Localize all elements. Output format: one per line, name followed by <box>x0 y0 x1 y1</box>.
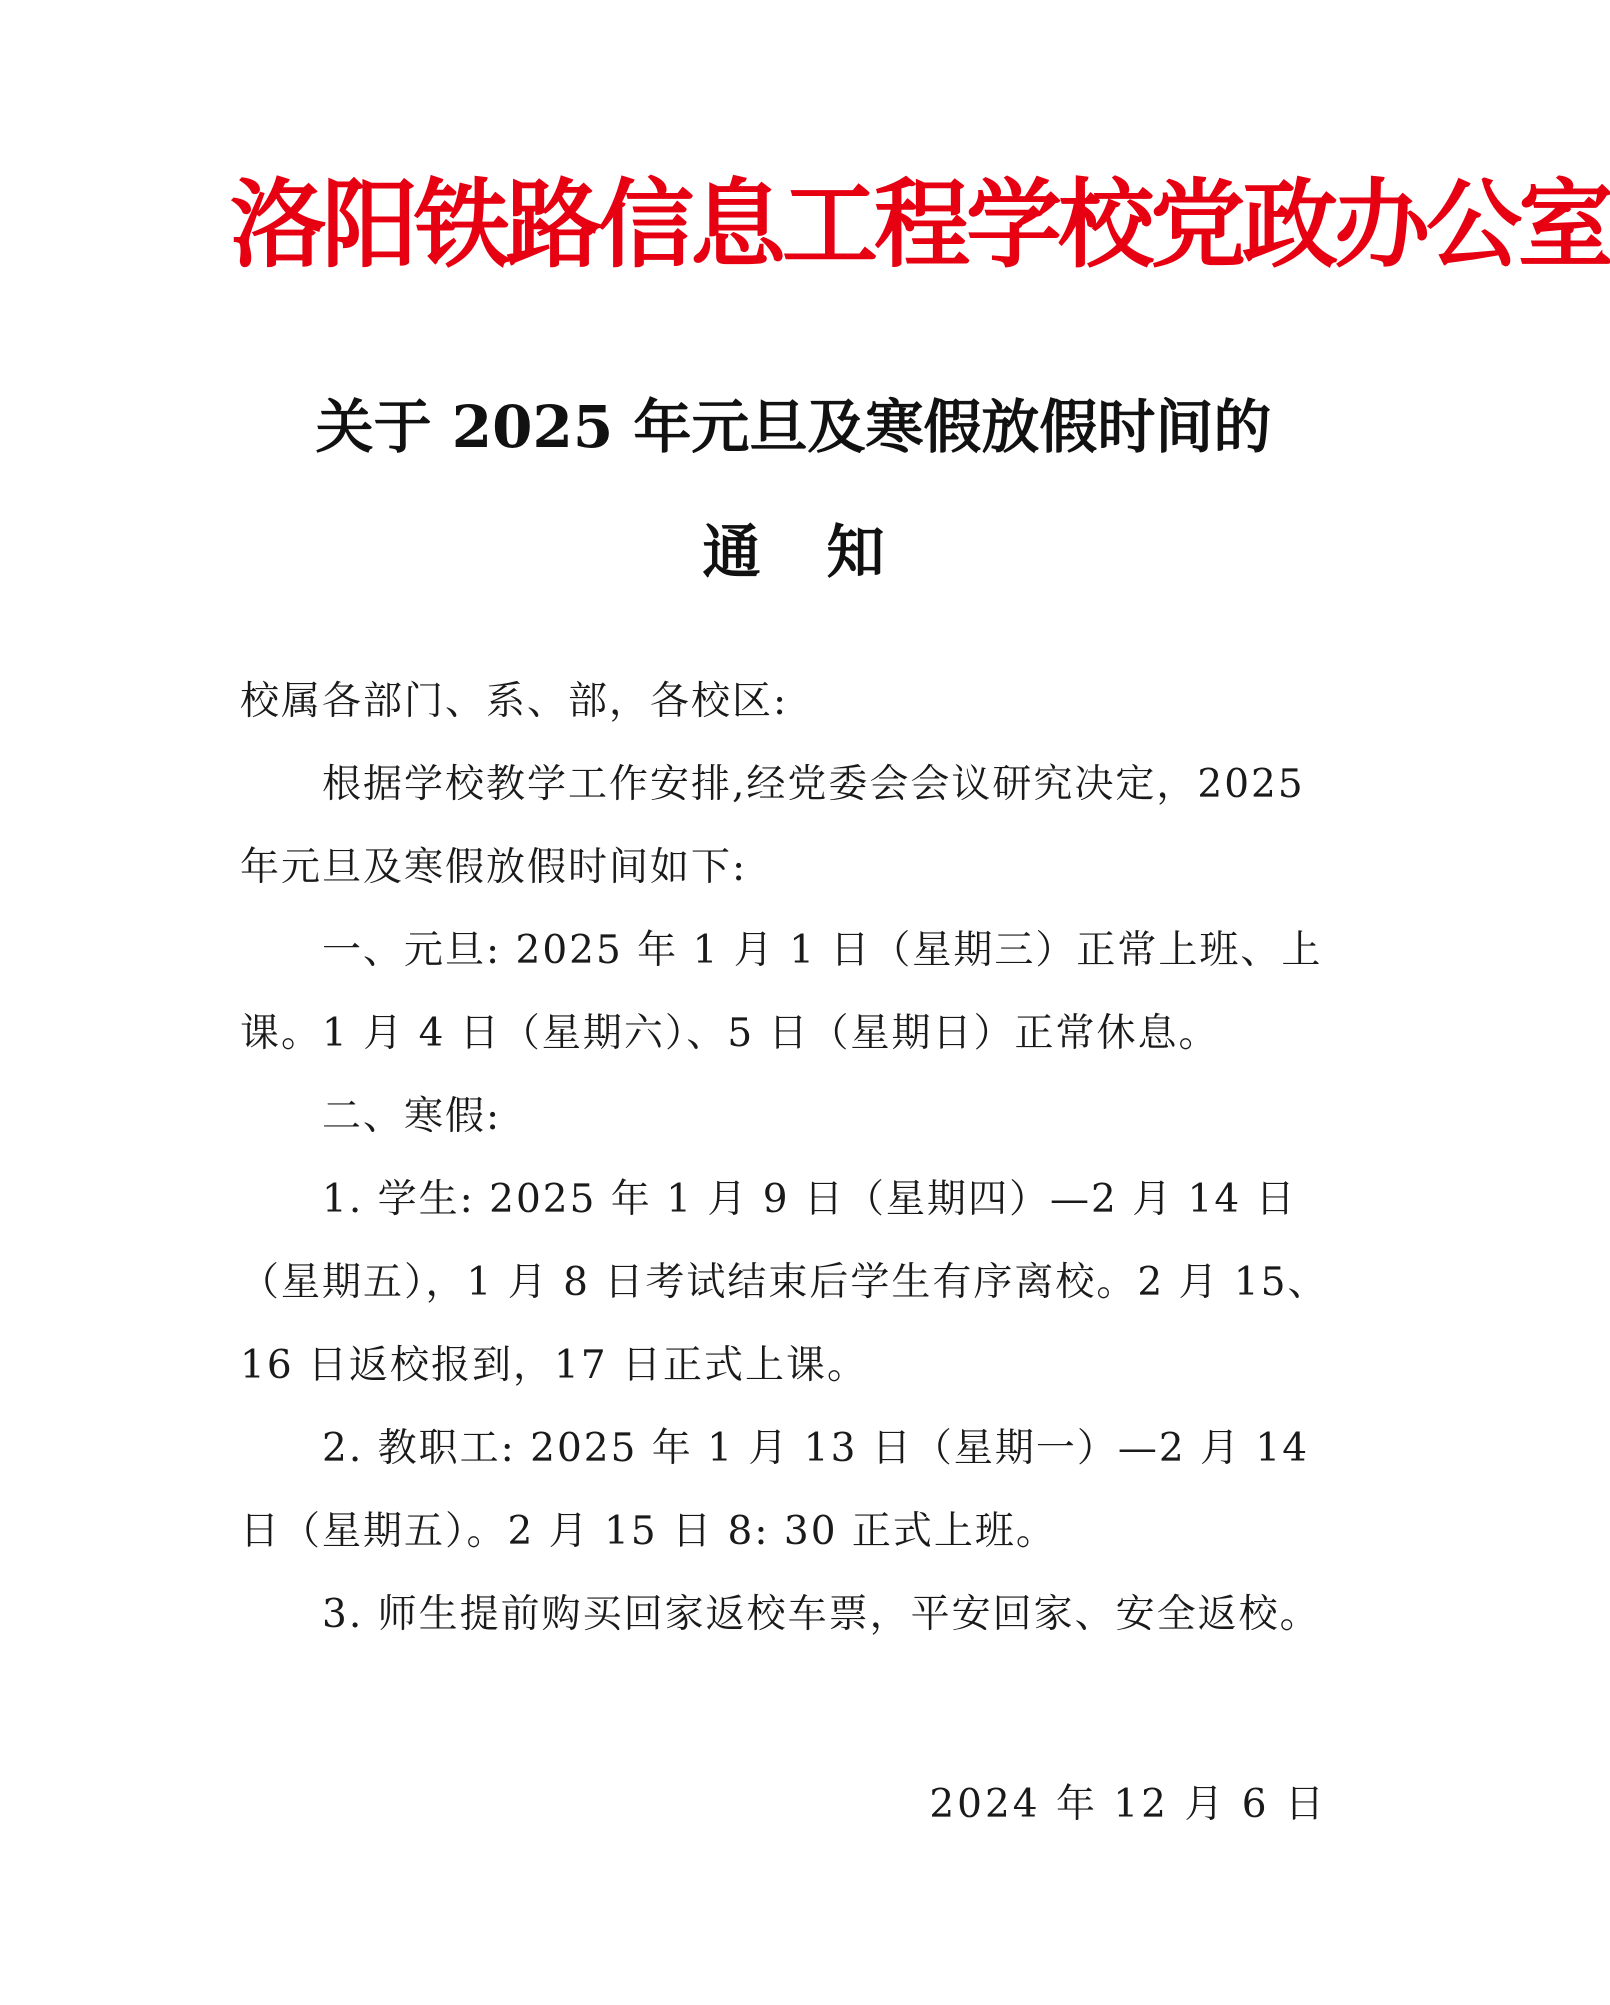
winter-break-heading: 二、寒假: <box>322 1094 502 1139</box>
letterhead: 洛阳铁路信息工程学校党政办公室 <box>230 169 1610 281</box>
issue-date: 2024 年 12 月 6 日 <box>929 1782 1327 1827</box>
new-year-paragraph: 一、元旦: 2025 年 1 月 1 日（星期三）正常上班、上课。1 月 4 日（星期六）、5 日（星期日）正常休息。 <box>240 928 1323 1056</box>
notice-body <box>240 743 1340 1656</box>
intro-paragraph: 根据学校教学工作安排,经党委会会议研究决定，2025 年元旦及寒假放假时间如下: <box>240 762 1305 890</box>
students-paragraph: 1. 学生: 2025 年 1 月 9 日（星期四）—2 月 14 日（星期五），1 月 8 日考试结束后学生有序离校。2 月 15、16 日返校报到，17 日正式上课。 <box>240 1177 1329 1388</box>
salutation: 校属各部门、系、部，各校区: <box>240 679 789 724</box>
staff-paragraph: 2. 教职工: 2025 年 1 月 13 日（星期一）—2 月 14 日（星期五）。2 月 15 日 8: 30 正式上班。 <box>240 1426 1310 1554</box>
tickets-paragraph: 3. 师生提前购买回家返校车票，平安回家、安全返校。 <box>322 1592 1321 1637</box>
document-title: 关于 2025 年元旦及寒假放假时间的 <box>315 393 1272 461</box>
document-title-notice: 通知 <box>702 518 951 586</box>
